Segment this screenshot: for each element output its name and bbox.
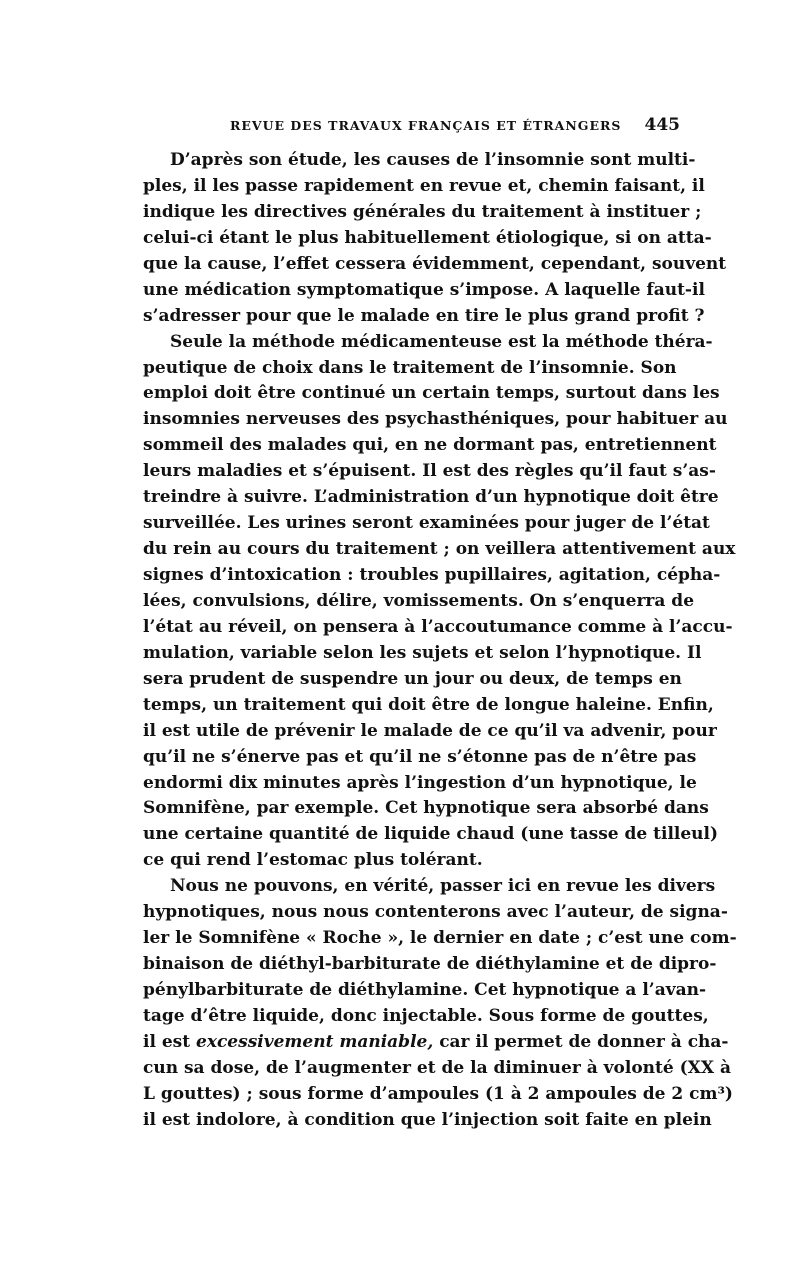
text-line: cun sa dose, de l’augmenter et de la diminuer à volonté (XX à xyxy=(143,1057,731,1078)
text-line: binaison de diéthyl-barbiturate de diéthylamine et de dipro- xyxy=(143,954,717,975)
text-line: ce qui rend l’estomac plus tolérant. xyxy=(143,850,483,871)
text-line: tage d’être liquide, donc injectable. Sous forme de gouttes, xyxy=(143,1005,709,1026)
text-line: surveillée. Les urines seront examinées pour juger de l’état xyxy=(143,513,710,534)
text-line: endormi dix minutes après l’ingestion d’un hypnotique, le xyxy=(143,772,697,793)
text-line: treindre à suivre. L’administration d’un hypnotique doit être xyxy=(143,487,719,508)
text-line: une médication symptomatique s’impose. A laquelle faut-il xyxy=(143,279,705,300)
text-line-mixed xyxy=(143,1030,729,1056)
body-text xyxy=(143,148,737,1134)
text-line: indique les directives générales du traitement à instituer ; xyxy=(143,201,702,222)
text-line: s’adresser pour que le malade en tire le plus grand profit ? xyxy=(143,305,705,326)
text-line: une certaine quantité de liquide chaud (une tasse de tilleul) xyxy=(143,824,719,845)
text-line: ler le Somnifène « Roche », le dernier en date ; c’est une com- xyxy=(143,928,737,949)
text-line: pénylbarbiturate de diéthylamine. Cet hypnotique a l’avan- xyxy=(143,980,707,1000)
text-line: du rein au cours du traitement ; on veillera attentivement aux xyxy=(143,539,736,560)
text-line: hypnotiques, nous nous contenterons avec l’auteur, de signa- xyxy=(143,902,728,923)
text-line: celui-ci étant le plus habituellement étiologique, si on atta- xyxy=(143,227,712,248)
text-run: car il permet de donner à cha- xyxy=(439,1031,729,1052)
italic-run: excessivement maniable, xyxy=(196,1031,434,1052)
text-line: signes d’intoxication : troubles pupillaires, agitation, cépha- xyxy=(143,565,721,585)
page-number: 445 xyxy=(644,115,680,135)
text-line: il est utile de prévenir le malade de ce qu’il va advenir, pour xyxy=(143,720,717,741)
text-line: qu’il ne s’énerve pas et qu’il ne s’étonne pas de n’être pas xyxy=(143,746,697,767)
text-line: sera prudent de suspendre un jour ou deux, de temps en xyxy=(143,668,682,689)
text-line: peutique de choix dans le traitement de l’insomnie. Son xyxy=(143,357,677,378)
text-line: ples, il les passe rapidement en revue et, chemin faisant, il xyxy=(143,175,705,196)
text-line: lées, convulsions, délire, vomissements. On s’enquerra de xyxy=(143,590,695,611)
text-line: emploi doit être continué un certain temps, surtout dans les xyxy=(143,383,720,404)
text-line: Somnifène, par exemple. Cet hypnotique sera absorbé dans xyxy=(143,798,709,819)
text-line: L gouttes) ; sous forme d’ampoules (1 à 2 ampoules de 2 cm³) xyxy=(143,1083,733,1104)
text-line: temps, un traitement qui doit être de longue haleine. Enfin, xyxy=(143,694,714,715)
text-line: insomnies nerveuses des psychasthéniques, pour habituer au xyxy=(143,409,728,430)
running-title: REVUE DES TRAVAUX FRANÇAIS ET ÉTRANGERS xyxy=(230,118,622,133)
text-line: leurs maladies et s’épuisent. Il est des règles qu’il faut s’as- xyxy=(143,461,716,482)
text-line: il est indolore, à condition que l’injection soit faite en plein xyxy=(143,1109,712,1130)
text-line: Nous ne pouvons, en vérité, passer ici en revue les divers xyxy=(170,876,716,897)
text-line: que la cause, l’effet cessera évidemment, cependant, souvent xyxy=(143,253,727,274)
text-line: mulation, variable selon les sujets et selon l’hypnotique. Il xyxy=(143,642,702,663)
running-head xyxy=(140,115,680,138)
text-line: Seule la méthode médicamenteuse est la méthode théra- xyxy=(170,331,713,352)
text-line: D’après son étude, les causes de l’insomnie sont multi- xyxy=(170,150,696,170)
text-line: sommeil des malades qui, en ne dormant pas, entretiennent xyxy=(143,435,717,456)
text-line: l’état au réveil, on pensera à l’accoutumance comme à l’accu- xyxy=(143,616,733,637)
text-run: il est xyxy=(143,1031,191,1052)
